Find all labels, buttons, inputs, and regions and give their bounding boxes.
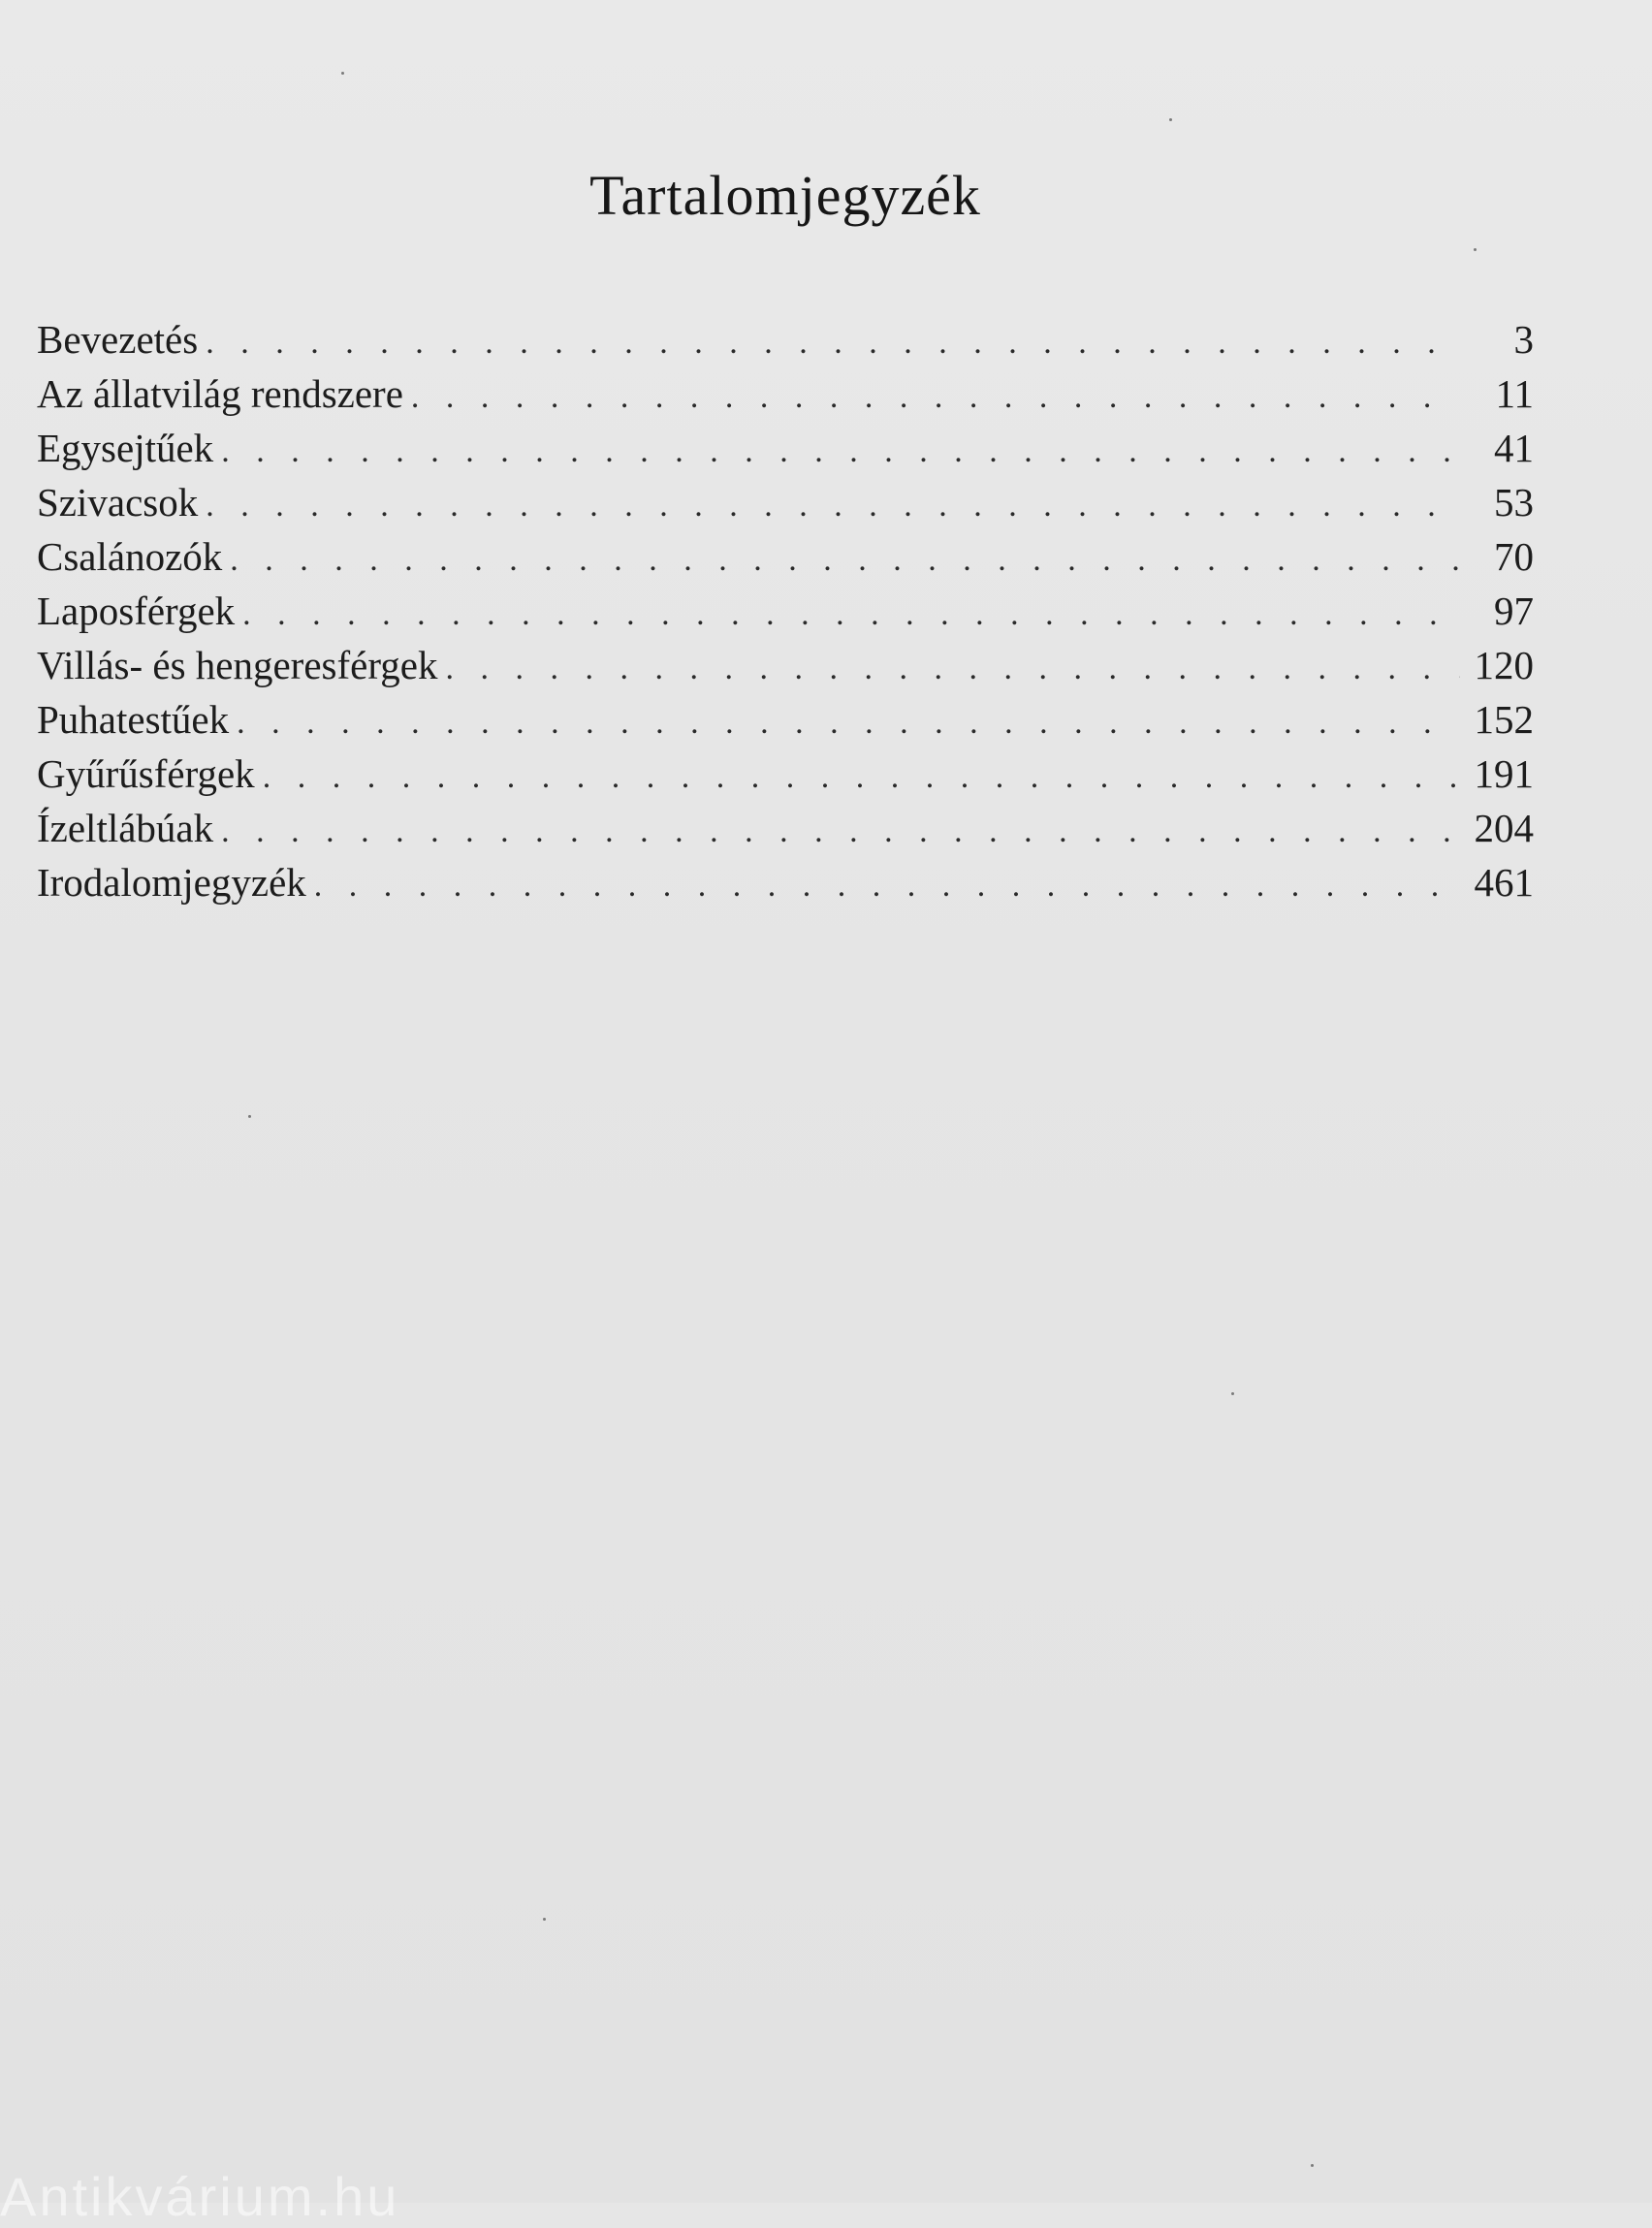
toc-entry-page: 97 [1494, 589, 1534, 633]
toc-entry-page: 204 [1474, 806, 1534, 850]
watermark: Antikvárium.hu [0, 2166, 400, 2227]
toc-entry [37, 475, 1534, 529]
toc-entry-page: 53 [1494, 480, 1534, 525]
toc-entry-label: Az állatvilág rendszere [37, 371, 403, 416]
toc-entry-page: 11 [1495, 371, 1534, 416]
toc-entry-label: Irodalomjegyzék [37, 860, 306, 905]
toc-entry-label: Csalánozók [37, 534, 223, 579]
toc-entry [37, 638, 1534, 692]
dot-leader [314, 859, 1460, 913]
dot-leader [206, 316, 1460, 370]
toc-entry-label: Bevezetés [37, 317, 199, 362]
dot-leader [237, 696, 1460, 750]
toc-entry-label: Szivacsok [37, 480, 199, 525]
paper-speck [1231, 1392, 1234, 1395]
toc-entry-label: Egysejtűek [37, 426, 214, 470]
page-title: Tartalomjegyzék [589, 164, 981, 227]
toc-entry-page: 41 [1494, 426, 1534, 470]
paper-speck [543, 1918, 546, 1921]
toc-entry-page: 70 [1494, 534, 1534, 579]
dot-leader [221, 805, 1460, 859]
toc-entry-page: 152 [1474, 697, 1534, 742]
toc-entry-label: Gyűrűsférgek [37, 751, 255, 796]
toc-entry-page: 191 [1474, 751, 1534, 796]
toc-entry-label: Villás- és hengeresférgek [37, 643, 438, 687]
toc-entry [37, 692, 1534, 747]
paper-speck [248, 1115, 251, 1118]
paper-speck [1311, 2164, 1314, 2167]
dot-leader [230, 533, 1460, 588]
toc-entry [37, 747, 1534, 801]
toc-entry [37, 529, 1534, 584]
toc-entry-page: 3 [1513, 317, 1534, 362]
dot-leader [242, 588, 1460, 642]
paper-speck [1474, 248, 1477, 251]
dot-leader [411, 370, 1460, 425]
toc-entry-label: Laposférgek [37, 589, 236, 633]
toc-entry [37, 312, 1534, 366]
toc-entry [37, 421, 1534, 475]
dot-leader [263, 750, 1460, 805]
toc-entry-label: Puhatestűek [37, 697, 230, 742]
dot-leader [206, 479, 1460, 533]
dot-leader [445, 642, 1460, 696]
dot-leader [221, 425, 1460, 479]
toc-entry [37, 584, 1534, 638]
toc-entry [37, 366, 1534, 421]
toc-entry-page: 461 [1474, 860, 1534, 905]
toc-entry [37, 855, 1534, 909]
toc-entry-page: 120 [1474, 643, 1534, 687]
paper-speck [341, 72, 344, 75]
toc-entry-label: Ízeltlábúak [37, 806, 214, 850]
toc-entry [37, 801, 1534, 855]
table-of-contents [37, 312, 1534, 909]
paper-speck [1169, 118, 1172, 121]
